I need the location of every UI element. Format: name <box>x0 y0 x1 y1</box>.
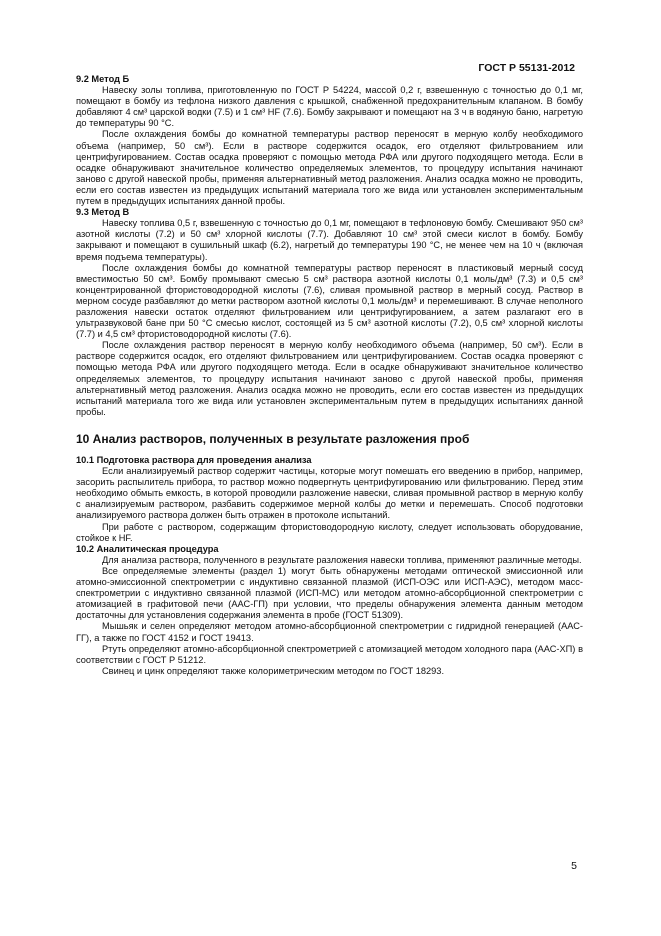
page-content <box>76 74 583 677</box>
paragraph-10-1-2: При работе с раствором, содержащим фтористоводородную кислоту, следует использовать оборудование, стойкое к HF. <box>76 521 583 543</box>
heading-10-1: 10.1 Подготовка раствора для проведения анализа <box>76 455 312 465</box>
paragraph-10-2-3: Мышьяк и селен определяют методом атомно-абсорбционной спектрометрии с гидридной генерацией (ААС-ГГ), а также по ГОСТ 4152 и ГОСТ 19413. <box>76 621 583 643</box>
paragraph-9-2-2: После охлаждения бомбы до комнатной температуры раствор переносят в мерную колбу необходимого объема (например, 50 см³). Если в растворе содержится осадок, его отделяют фильтрованием или центрифугированием. Состав осадка проверяют с помощью метода РФА или другого подходящего метода. Если в осадке обнаруживают значительное количество определяемых элементов, то процедуру испытания начинают заново с другой навеской пробы, применяя альтернативный метод разложения. Анализ осадка можно не проводить, если его состав известен из предыдущих испытаний материала того же вида или установлен экспериментальным путем в предыдущих испытаниях данной пробы. <box>76 129 583 207</box>
heading-9-2: 9.2 Метод Б <box>76 74 130 84</box>
paragraph-10-2-2: Все определяемые элементы (раздел 1) могут быть обнаружены методами оптической эмиссионной или атомно-эмиссионной спектрометрии с индуктивно связанной плазмой (ИСП-ОЭС или ИСП-АЭС), методом масс-спектрометрии с индуктивно связанной плазмой (ИСП-МС) или методом атомно-абсорбционной спектрометрии с атомизацией в графитовой печи (ААС-ГП) при условии, что пределы обнаружения элемента данным методом достаточны для установления содержания элемента в пробе (ГОСТ 51309). <box>76 565 583 621</box>
paragraph-9-2-1: Навеску золы топлива, приготовленную по ГОСТ Р 54224, массой 0,2 г, взвешенную с точностью до 0,1 мг, помещают в бомбу из тефлона низкого давления с крышкой, снабженной предохранительным клапаном. В бомбу добавляют 4 см³ царской водки (7.5) и 1 см³ HF (7.6). Бомбу закрывают и помещают на 3 ч в водяную баню, нагретую до температуры 90 °С. <box>76 85 583 129</box>
heading-9-3: 9.3 Метод В <box>76 207 130 218</box>
paragraph-10-1-1: Если анализируемый раствор содержит частицы, которые могут помешать его введению в прибор, например, засорить распылитель прибора, то раствор можно подвергнуть центрифугированию или фильтрованию. Перед этим необходимо обмыть емкость, в которой проводили разложение навески, сливая промывной раствор в мерную колбу с анализируемым раствором, разбавить содержимое мерной колбы до метки и перемешать. Способ подготовки анализируемого раствора должен быть отражен в протоколе испытаний. <box>76 466 583 521</box>
paragraph-9-3-2: После охлаждения бомбы до комнатной температуры раствор переносят в пластиковый мерный сосуд вместимостью 50 см³. Бомбу промывают смесью 5 см³ раствора азотной кислоты 0,1 моль/дм³ (7.3) и 0,5 см³ концентрированной фтористоводородной кислоты (7.6), сливая промывной раствор в мерный сосуд. Раствор в мерном сосуде разбавляют до метки раствором азотной кислоты 0,1 моль/дм³ и перемешивают. В случае неполного разложения навески остаток отделяют фильтрованием или центрифугированием, а затем разлагают его в ультразвуковой бане при 50 °С смесью кислот, состоящей из 5 см³ азотной кислоты (7.2), 0,5 см³ хлорной кислоты (7.7) и 4,5 см³ фтористоводородной кислоты (7.6). <box>76 262 583 340</box>
paragraph-9-3-1: Навеску топлива 0,5 г, взвешенную с точностью до 0,1 мг, помещают в тефлоновую бомбу. Смешивают 950 см³ азотной кислоты (7.2) и 50 см³ хлорной кислоты (7.7). Добавляют 10 см³ этой смеси кислот в бомбу. Бомбу закрывают и помещают в сушильный шкаф (6.2), нагретый до температуры 190 °С, не менее чем на 10 ч (включая время подъема температуры). <box>76 218 583 262</box>
section-10-title: 10 Анализ растворов, полученных в результате разложения проб <box>76 431 470 446</box>
paragraph-9-3-3: После охлаждения раствор переносят в мерную колбу необходимого объема (например, 50 см³). Если в растворе содержится осадок, его отделяют фильтрованием или центрифугированием. Состав осадка проверяют с помощью метода РФА или другого подходящего метода. Если в осадке обнаруживают значительное количество определяемых элементов, то процедуру испытания начинают заново с другой навеской пробы, применяя альтернативный метод разложения. Анализ осадка можно не проводить, если его состав известен из предыдущих испытаний материала того же вида или установлен экспериментальным путем в предыдущих испытаниях данной пробы. <box>76 340 583 417</box>
page-number: 5 <box>571 860 577 872</box>
paragraph-10-2-5: Свинец и цинк определяют также колориметрическим методом по ГОСТ 18293. <box>102 665 445 676</box>
paragraph-10-2-4: Ртуть определяют атомно-абсорбционной спектрометрией с атомизацией методом холодного пара (ААС-ХП) в соответствии с ГОСТ Р 51212. <box>76 643 583 665</box>
paragraph-10-2-1: Для анализа раствора, полученного в результате разложения навески топлива, применяют различные методы. <box>102 554 582 565</box>
document-id: ГОСТ Р 55131-2012 <box>478 62 575 74</box>
heading-10-2: 10.2 Аналитическая процедура <box>76 543 219 554</box>
